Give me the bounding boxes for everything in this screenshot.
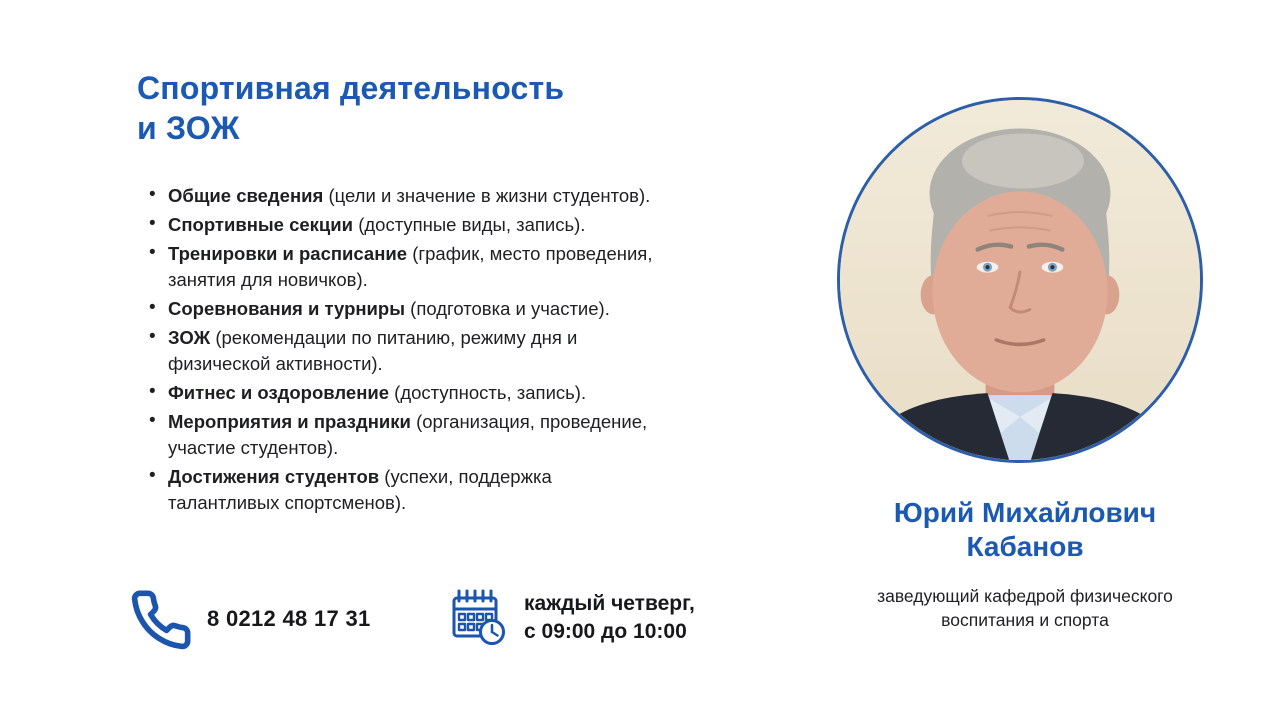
topic-title: ЗОЖ bbox=[168, 327, 211, 348]
person-role-line2: воспитания и спорта bbox=[941, 610, 1109, 630]
person-role bbox=[815, 584, 1235, 632]
topic-detail: (подготовка и участие). bbox=[405, 298, 610, 319]
topic-title: Достижения студентов bbox=[168, 466, 380, 487]
topic-item bbox=[148, 212, 660, 238]
person-role-line1: заведующий кафедрой физического bbox=[877, 586, 1173, 606]
topic-detail: (рекомендации по питанию, режиму дня и физической активности). bbox=[168, 327, 578, 374]
calendar-clock-icon bbox=[445, 585, 509, 649]
topic-title: Спортивные секции bbox=[168, 214, 354, 235]
topic-detail: (доступность, запись). bbox=[389, 382, 587, 403]
page-title-line1: Спортивная деятельность bbox=[137, 70, 565, 106]
topic-item bbox=[148, 296, 660, 322]
person-name-line2: Кабанов bbox=[966, 531, 1084, 562]
schedule-line1: каждый четверг, bbox=[524, 592, 695, 615]
topic-detail: (организация, проведение, участие студентов). bbox=[168, 411, 648, 458]
topic-title: Соревнования и турниры bbox=[168, 298, 406, 319]
topic-item bbox=[148, 380, 660, 406]
topic-item bbox=[148, 241, 660, 293]
topic-item bbox=[148, 325, 660, 377]
page-title-line2: и ЗОЖ bbox=[137, 110, 240, 146]
portrait-illustration bbox=[840, 100, 1200, 460]
topics-list bbox=[148, 183, 660, 519]
topic-item bbox=[148, 409, 660, 461]
schedule-text bbox=[524, 590, 695, 646]
page-title bbox=[137, 68, 564, 148]
person-name-line1: Юрий Михайлович bbox=[893, 497, 1157, 528]
topic-title: Тренировки и расписание bbox=[168, 243, 408, 264]
phone-icon bbox=[129, 588, 193, 652]
topic-title: Общие сведения bbox=[168, 185, 324, 206]
portrait-photo bbox=[837, 97, 1203, 463]
topic-title: Фитнес и оздоровление bbox=[168, 382, 390, 403]
schedule-line2: с 09:00 до 10:00 bbox=[524, 620, 687, 643]
topic-detail: (график, место проведения, занятия для новичков). bbox=[168, 243, 653, 290]
person-name bbox=[825, 496, 1225, 564]
topic-detail: (успехи, поддержка талантливых спортсменов). bbox=[168, 466, 552, 513]
topic-detail: (цели и значение в жизни студентов). bbox=[323, 185, 651, 206]
topic-item bbox=[148, 183, 660, 209]
topic-title: Мероприятия и праздники bbox=[168, 411, 411, 432]
phone-number: 8 0212 48 17 31 bbox=[207, 606, 371, 631]
topic-item bbox=[148, 464, 660, 516]
topic-detail: (доступные виды, запись). bbox=[353, 214, 586, 235]
